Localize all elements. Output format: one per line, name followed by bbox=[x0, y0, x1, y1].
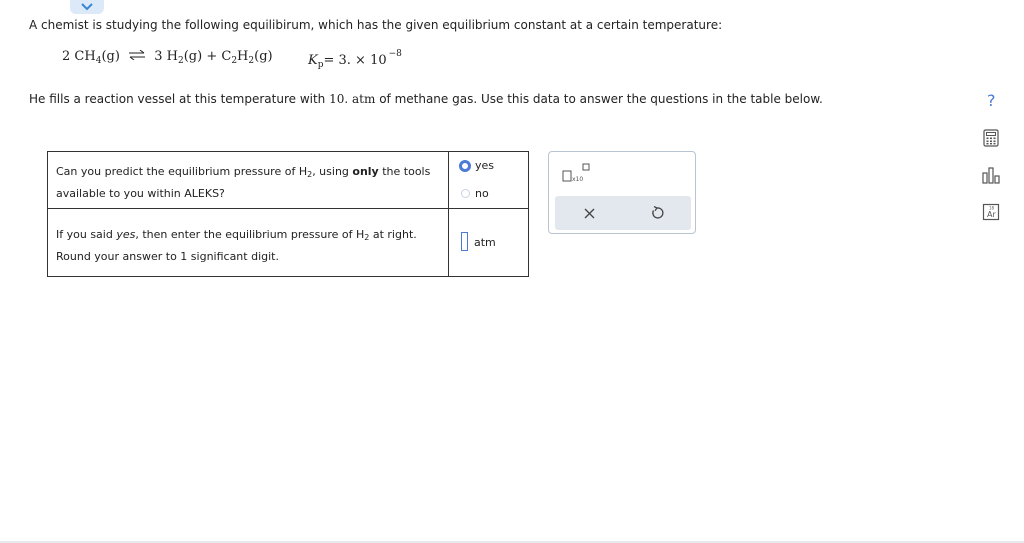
unit-label: atm bbox=[474, 236, 496, 249]
ch4-term: 2 $CH_4(g)$ bbox=[62, 49, 120, 66]
periodic-table-button[interactable] bbox=[982, 203, 1000, 221]
undo-button[interactable] bbox=[648, 204, 666, 222]
reaction-equation bbox=[62, 49, 402, 70]
no-radio[interactable] bbox=[461, 189, 470, 198]
chart-icon bbox=[982, 166, 1000, 184]
undo-icon bbox=[650, 206, 664, 220]
question-table bbox=[47, 151, 529, 277]
chevron-down-icon bbox=[81, 3, 93, 11]
plus-sign: + bbox=[206, 49, 218, 64]
calculator-button[interactable] bbox=[982, 129, 1000, 147]
clear-icon bbox=[584, 208, 595, 219]
svg-text:18: 18 bbox=[989, 205, 995, 211]
svg-text:Ar: Ar bbox=[987, 210, 996, 219]
question-row-pressure bbox=[48, 208, 528, 277]
question-row-predict bbox=[48, 152, 528, 209]
collapse-toggle[interactable] bbox=[70, 0, 104, 14]
h2-term: 3 $H_2(g)$ bbox=[154, 49, 203, 66]
intro-text: A chemist is studying the following equilibirum, which has the given equilibrium constant at a certain temperature: bbox=[29, 18, 723, 32]
methane-amount: 10. atm bbox=[329, 92, 376, 106]
toolbox-action-bar bbox=[555, 196, 691, 230]
pressure-input[interactable] bbox=[461, 232, 468, 251]
scientific-notation-icon bbox=[561, 162, 593, 184]
scientific-notation-button[interactable] bbox=[561, 162, 593, 184]
vessel-description: He fills a reaction vessel at this temperature with 10. atm of methane gas. Use this data to answer the questions in the table below. bbox=[29, 92, 823, 106]
kp-expression: $K_p= 3$. × 10 $^{-8}$ bbox=[308, 49, 402, 70]
clear-button[interactable] bbox=[580, 204, 598, 222]
c2h2-term: $C_2H_2(g)$ bbox=[221, 49, 273, 66]
periodic-table-icon bbox=[982, 203, 1000, 221]
equilibrium-arrow-icon bbox=[128, 49, 146, 64]
math-toolbox bbox=[548, 151, 696, 234]
help-icon bbox=[982, 90, 1002, 110]
help-button[interactable] bbox=[982, 90, 1002, 110]
yes-radio[interactable] bbox=[459, 160, 471, 172]
calculator-icon bbox=[982, 129, 1000, 147]
answer-cell bbox=[450, 152, 528, 208]
no-label[interactable]: no bbox=[475, 187, 489, 200]
data-button[interactable] bbox=[982, 166, 1000, 184]
answer-cell bbox=[450, 208, 528, 277]
svg-text:?: ? bbox=[987, 91, 996, 110]
question-text: Can you predict the equilibrium pressure of $H_2$, using only the tools available to you within ALEKS? bbox=[48, 152, 449, 208]
question-text: If you said yes, then enter the equilibrium pressure of $H_2$ at right. Round your answer to 1 significant digit. bbox=[48, 208, 449, 277]
sci-label: x10 bbox=[572, 176, 584, 183]
yes-label[interactable]: yes bbox=[475, 159, 495, 172]
